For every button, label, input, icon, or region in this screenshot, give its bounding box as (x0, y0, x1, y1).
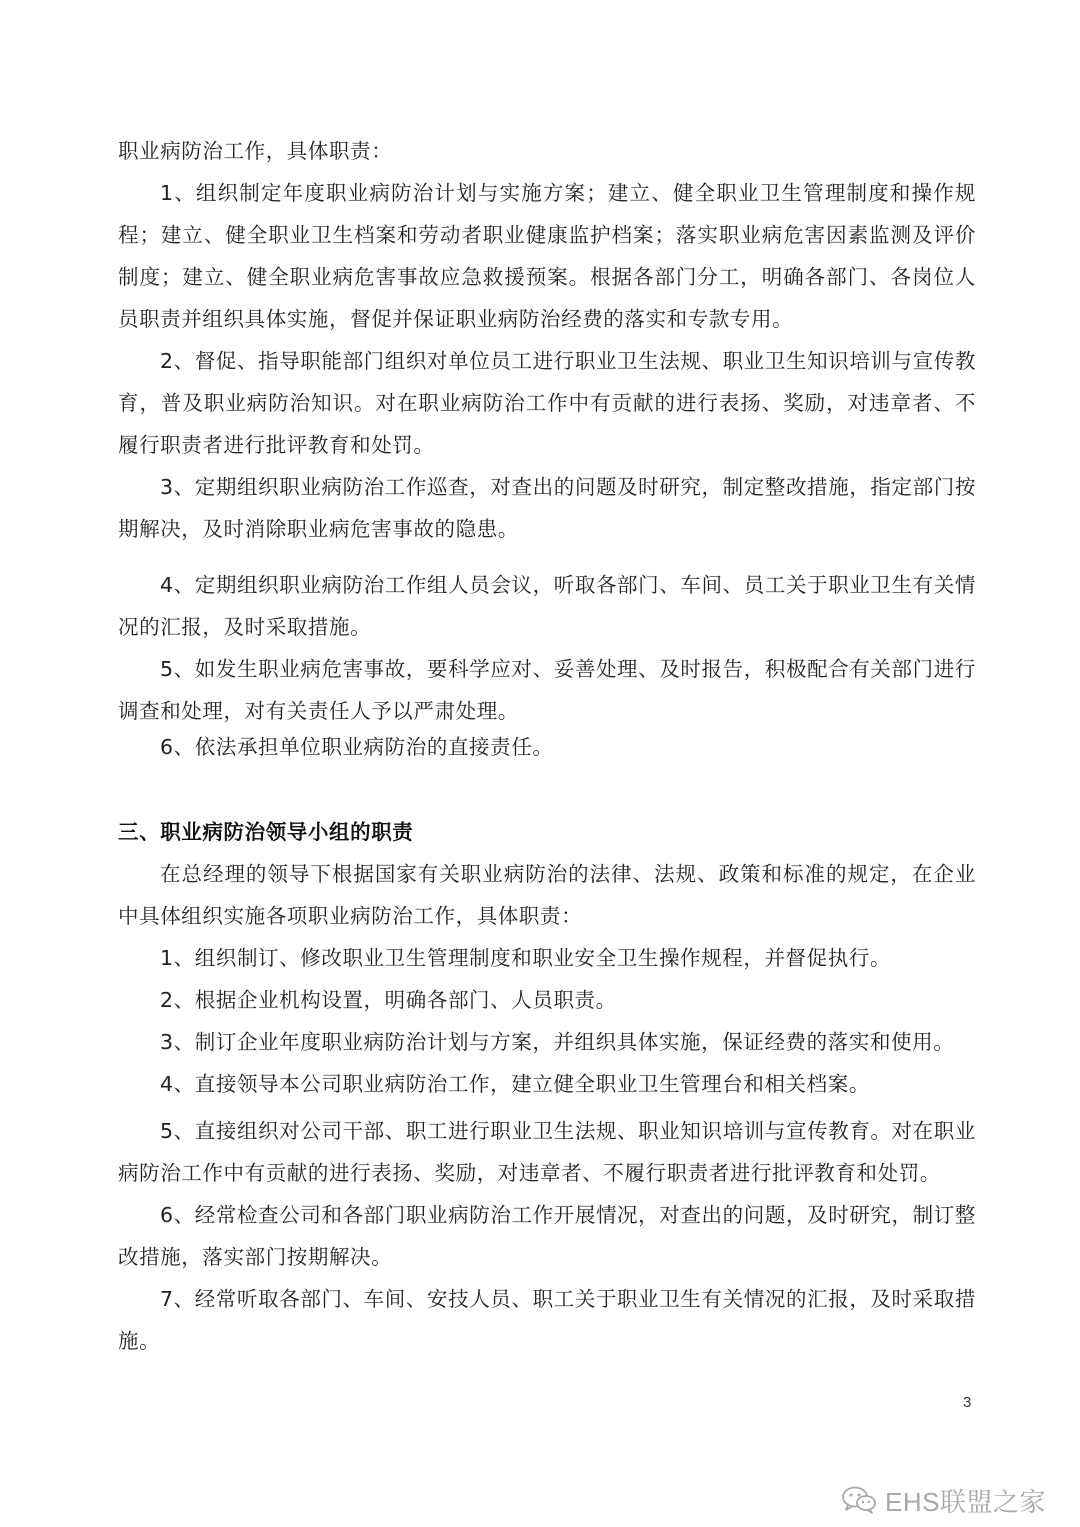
watermark (841, 1480, 1046, 1520)
watermark-text: EHS联盟之家 (885, 1486, 1046, 1517)
section3-item-5: 5、直接组织对公司干部、职工进行职业卫生法规、职业知识培训与宣传教育。对在职业病防治工作中有贡献的进行表扬、奖励，对违章者、不履行职责者进行批评教育和处罚。 (118, 1119, 976, 1185)
section2-item-4: 4、定期组织职业病防治工作组人员会议，听取各部门、车间、员工关于职业卫生有关情况的汇报，及时采取措施。 (118, 573, 976, 639)
section3-item-2: 2、根据企业机构设置，明确各部门、人员职责。 (160, 988, 617, 1012)
section3-item-7: 7、经常听取各部门、车间、安技人员、职工关于职业卫生有关情况的汇报，及时采取措施。 (118, 1287, 976, 1353)
section2-item-1: 1、组织制定年度职业病防治计划与实施方案；建立、健全职业卫生管理制度和操作规程；建立、健全职业卫生档案和劳动者职业健康监护档案；落实职业病危害因素监测及评价制度；建立、健全职业病危害事故应急救援预案。根据各部门分工，明确各部门、各岗位人员职责并组织具体实施，督促并保证职业病防治经费的落实和专款专用。 (118, 181, 976, 331)
section3-item-1: 1、组织制订、修改职业卫生管理制度和职业安全卫生操作规程，并督促执行。 (160, 946, 892, 970)
section2-item-2: 2、督促、指导职能部门组织对单位员工进行职业卫生法规、职业卫生知识培训与宣传教育，普及职业病防治知识。对在职业病防治工作中有贡献的进行表扬、奖励，对违章者、不履行职责者进行批评教育和处罚。 (118, 349, 976, 457)
wechat-icon (841, 1485, 877, 1515)
section3-item-3: 3、制订企业年度职业病防治计划与方案，并组织具体实施，保证经费的落实和使用。 (160, 1030, 955, 1054)
section3-heading: 三、职业病防治领导小组的职责 (118, 820, 414, 844)
section3-intro: 在总经理的领导下根据国家有关职业病防治的法律、法规、政策和标准的规定，在企业中具体组织实施各项职业病防治工作，具体职责： (118, 862, 976, 928)
section3-item-4: 4、直接领导本公司职业病防治工作，建立健全职业卫生管理台和相关档案。 (160, 1072, 870, 1096)
section2-item-6: 6、依法承担单位职业病防治的直接责任。 (160, 735, 554, 759)
page-number: 3 (963, 1394, 972, 1411)
section2-item-5: 5、如发生职业病危害事故，要科学应对、妥善处理、及时报告，积极配合有关部门进行调查和处理，对有关责任人予以严肃处理。 (118, 657, 976, 723)
intro-line: 职业病防治工作，具体职责： (118, 139, 393, 163)
section3-item-6: 6、经常检查公司和各部门职业病防治工作开展情况，对查出的问题，及时研究，制订整改措施，落实部门按期解决。 (118, 1203, 976, 1269)
section2-item-3: 3、定期组织职业病防治工作巡查，对查出的问题及时研究，制定整改措施，指定部门按期解决，及时消除职业病危害事故的隐患。 (118, 475, 976, 541)
